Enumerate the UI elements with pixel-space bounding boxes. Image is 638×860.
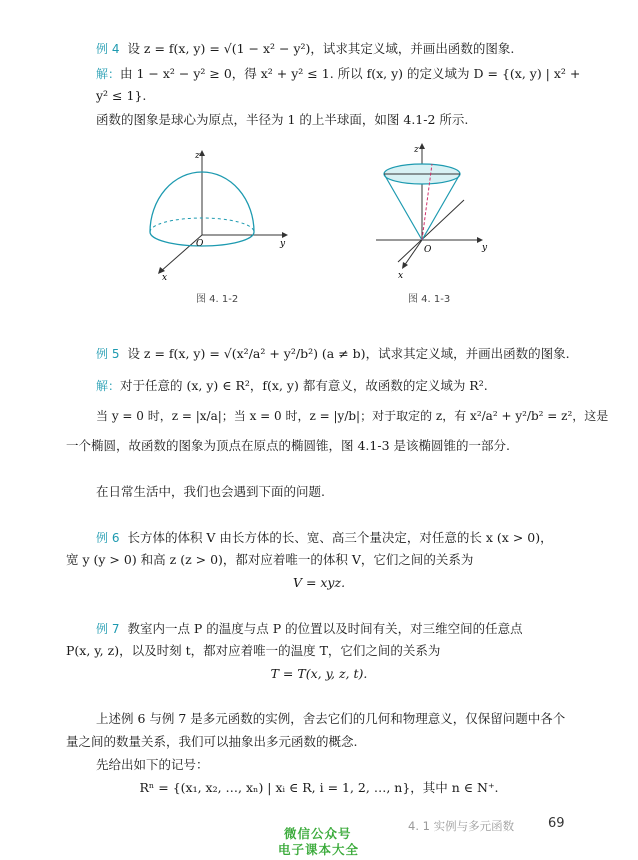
figure-hemisphere (140, 140, 300, 285)
solution-label: 解： (96, 67, 121, 81)
summary-line3: 先给出如下的记号： (96, 757, 209, 772)
example-6-formula: V = xyz. (292, 575, 346, 590)
y-label: y (280, 239, 286, 249)
y-label: y (482, 243, 488, 253)
solution-label: 解： (96, 379, 121, 393)
example-5-statement: 例 5 设 z = f(x, y) = √(x²/a² + y²/b²) (a ≠ b)，试求其定义域，并画出函数的图象. (96, 346, 570, 361)
figure-caption-4-1-2: 图 4. 1-2 (196, 294, 239, 305)
z-label: z (414, 145, 419, 155)
x-label: x (398, 271, 404, 281)
example-5-solution-line3: 一个椭圆，故函数的图象为顶点在原点的椭圆锥，图 4.1-3 是该椭圆锥的一部分. (66, 438, 510, 453)
y-axis-arrow (282, 232, 288, 238)
example-4-statement: 例 4 设 z = f(x, y) = √(1 − x² − y²)，试求其定义域，并画出函数的图象. (96, 41, 515, 56)
example-7-formula: T = T(x, y, z, t). (270, 666, 368, 681)
example-4-label: 例 4 (96, 42, 120, 56)
section-footer: 4. 1 实例与多元函数 (408, 819, 515, 833)
x-axis-arrow (402, 262, 408, 269)
summary-line1: 上述例 6 与例 7 是多元函数的实例，舍去它们的几何和物理意义，仅保留问题中各个 (96, 711, 566, 726)
figure-elliptic-cone (368, 132, 508, 282)
example-6-statement: 例 6 长方体的体积 V 由长方体的长、宽、高三个量决定，对任意的长 x (x > 0)， (96, 530, 553, 545)
figure-caption-4-1-3: 图 4. 1-3 (408, 294, 451, 305)
x-label: x (162, 273, 168, 283)
example-7-statement: 例 7 教室内一点 P 的温度与点 P 的位置以及时间有关，对三维空间的任意点 (96, 621, 523, 636)
example-4-solution-line2: y² ≤ 1}. (96, 88, 147, 103)
z-label: z (195, 151, 200, 161)
x-axis (404, 240, 422, 266)
example-5-label: 例 5 (96, 347, 120, 361)
example-5-solution-line1: 解：对于任意的 (x, y) ∈ R²，f(x, y) 都有意义，故函数的定义域为 R². (96, 378, 488, 393)
z-axis-arrow (419, 143, 425, 149)
example-6-line2: 宽 y (y > 0) 和高 z (z > 0)，都对应着唯一的体积 V，它们之间的关系为 (66, 552, 474, 567)
example-4-solution-line3: 函数的图象是球心为原点，半径为 1 的上半球面，如图 4.1-2 所示. (96, 112, 469, 127)
page-number: 69 (548, 816, 565, 831)
z-axis-arrow (199, 150, 205, 156)
example-4-solution-line1: 解：由 1 − x² − y² ≥ 0，得 x² + y² ≤ 1. 所以 f(x, y) 的定义域为 D = {(x, y) | x² + (96, 66, 581, 81)
origin-label: O (196, 239, 204, 249)
example-7-line2: P(x, y, z)，以及时刻 t，都对应着唯一的温度 T，它们之间的关系为 (66, 643, 441, 658)
example-6-label: 例 6 (96, 531, 120, 545)
watermark-line1: 微信公众号 (284, 826, 352, 841)
watermark-line2: 电子课本大全 (278, 842, 360, 857)
example-5-solution-line2: 当 y = 0 时，z = |x/a|；当 x = 0 时，z = |y/b|；对于取定的 z，有 x²/a² + y²/b² = z²，这是 (96, 409, 609, 423)
summary-line2: 量之间的数量关系，我们可以抽象出多元函数的概念. (66, 734, 358, 749)
example-7-label: 例 7 (96, 622, 120, 636)
origin-label: O (424, 245, 432, 255)
daily-life-text: 在日常生活中，我们也会遇到下面的问题. (96, 484, 325, 499)
rn-definition-formula: Rⁿ = {(x₁, x₂, …, xₙ) | xᵢ ∈ R, i = 1, 2, …, n}，其中 n ∈ N⁺. (139, 780, 499, 795)
